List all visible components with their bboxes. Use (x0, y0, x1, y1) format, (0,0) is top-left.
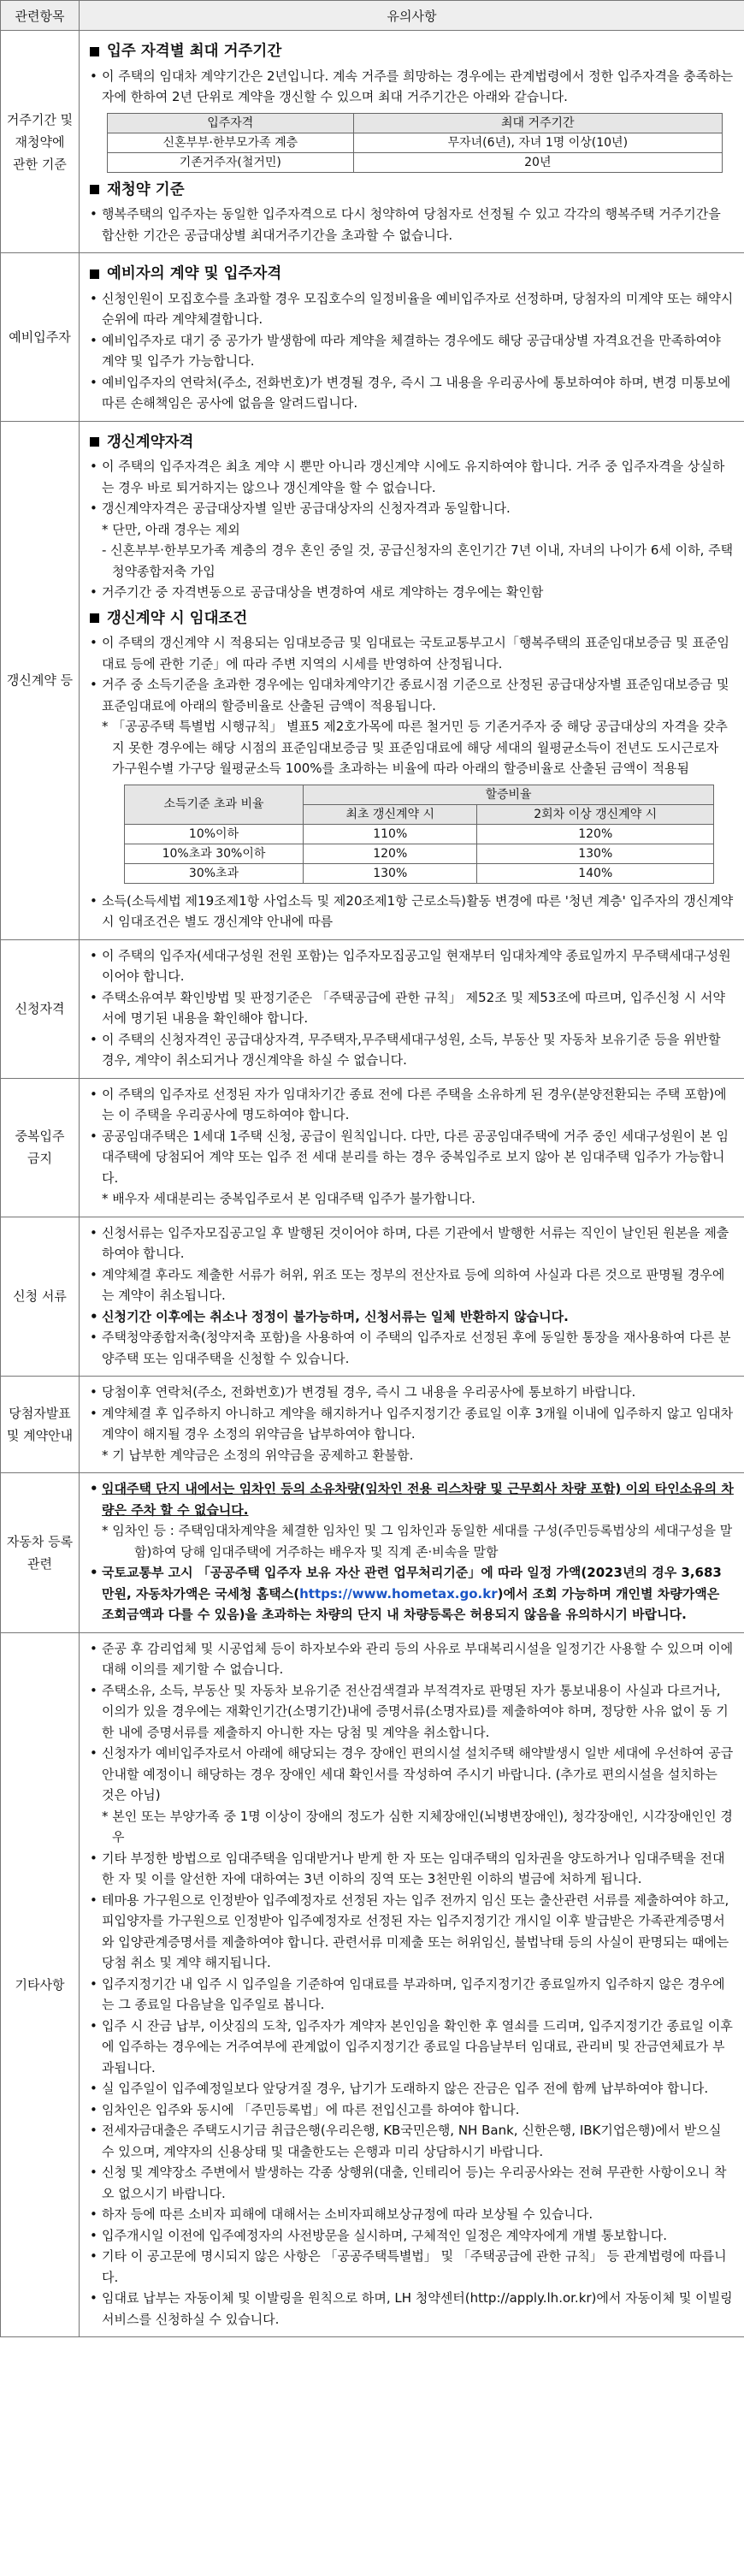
bullet: • 전세자금대출은 주택도시기금 취급은행(우리은행, KB국민은행, NH Bank, 신한은행, IBK기업은행)에서 받으실 수 있으며, 계약자의 신용상태 및 대출한도는 은행과 미리 상담하시기 바랍니다. (90, 2120, 734, 2162)
content-residence (80, 31, 744, 253)
bullet: • 이 주택의 입주자로 선정된 자가 임대차기간 종료 전에 다른 주택을 소유하게 된 경우(분양전환되는 주택 포함)에는 이 주택을 우리공사에 명도하여야 합니다. (90, 1084, 734, 1126)
row-reserve (1, 253, 744, 422)
section-title: 입주 자격별 최대 거주기간 (90, 41, 734, 62)
bullet: • 이 주택의 입주자격은 최초 계약 시 뿐만 아니라 갱신계약 시에도 유지하여야 합니다. 거주 중 입주자격을 상실하는 경우 바로 퇴거하지는 않으나 갱신계약을 할 수 없습니다. (90, 456, 734, 498)
bullet-emphasis: • 국토교통부 고시 「공공주택 입주자 보유 자산 관련 업무처리기준」에 따라 일정 가액(2023년의 경우 3,683만원, 자동차가액은 국세청 홈택스(https://www.hometax.go.kr)에서 조회 가능하며 개인별 차량가액은 조회금액과 다를 수 있음)을 초과하는 차량의 단지 내 차량등록은 허용되지 않음을 유의하시기 바랍니다. (90, 1562, 734, 1626)
bullet: • 신청자가 예비입주자로서 아래에 해당되는 경우 장애인 편의시설 설치주택 해약발생시 일반 세대에 우선하여 공급 안내할 예정이니 해당하는 경우 장애인 세대 확인서를 작성하여 주시기 바랍니다. (추가로 편의시설을 설치하는 것은 아님) (90, 1743, 734, 1806)
bullet: • 예비입주자의 연락처(주소, 전화번호)가 변경될 경우, 즉시 그 내용을 우리공사에 통보하여야 하며, 변경 미통보에 따른 손해책임은 공사에 없음을 알려드립니다. (90, 372, 734, 414)
bullet: • 테마용 가구원으로 인정받아 입주예정자로 선정된 자는 입주 전까지 임신 또는 출산관련 서류를 제출하여야 하고, 피입양자를 가구원으로 인정받아 입주예정자로 선정된 자는 입주지정기간 개시일 이후 발급받은 가족관계증명서와 입양관계증명서를 제출하여야 합니다. 관련서류 미제출 또는 허위임신, 불법낙태 등의 사실이 판명되는 때에는 당첨 취소 및 계약 해지됩니다. (90, 1890, 734, 1974)
bullet: • 신청서류는 입주자모집공고일 후 발행된 것이어야 하며, 다른 기관에서 발행한 서류는 직인이 날인된 원본을 제출하여야 합니다. (90, 1223, 734, 1264)
square-bullet-icon (90, 185, 99, 194)
section-title: 예비자의 계약 및 입주자격 (90, 264, 734, 285)
content-duplicate (80, 1078, 744, 1217)
square-bullet-icon (90, 613, 99, 623)
note: * 본인 또는 부양가족 중 1명 이상이 장애의 정도가 심한 지체장애인(뇌병변장애인), 청각장애인, 시각장애인인 경우 (102, 1808, 733, 1845)
section-title: 갱신계약자격 (90, 432, 734, 453)
header-category: 관련항목 (1, 1, 80, 31)
bullet: • 임차인은 입주와 동시에 「주민등록법」에 따른 전입신고를 하여야 합니다. (90, 2099, 734, 2121)
bullet: • 입주 시 잔금 납부, 이삿짐의 도착, 입주자가 계약자 본인임을 확인한 후 열쇠를 드리며, 입주지정기간 종료일 이후에 입주하는 경우에는 거주여부에 관계없이 입주지정기간 종료일 다음날부터 임대료, 관리비 및 잔금연체료가 부과됩니다. (90, 2016, 734, 2079)
row-renewal (1, 421, 744, 939)
row-duplicate (1, 1078, 744, 1217)
bullet: • 신청인원이 모집호수를 초과할 경우 모집호수의 일정비율을 예비입주자로 선정하며, 당첨자의 미계약 또는 해약시 순위에 따라 계약체결합니다. (90, 288, 734, 330)
bullet: • 입주개시일 이전에 입주예정자의 사전방문을 실시하며, 구체적인 일정은 계약자에게 개별 통보합니다. (90, 2225, 734, 2247)
note: - 신혼부부·한부모가족 계층의 경우 혼인 중일 것, 공급신청자의 혼인기간 7년 이내, 자녀의 나이가 6세 이하, 주택청약종합저축 가입 (102, 542, 734, 579)
bullet: • 공공임대주택은 1세대 1주택 신청, 공급이 원칙입니다. 다만, 다른 공공임대주택에 거주 중인 세대구성원이 본 임대주택에 당첨되어 계약 또는 입주 전 세대 분리를 하는 경우 중복입주로 보지 않아 본 임대주택 입주가 가능합니다. (90, 1126, 734, 1189)
bullet: • 실 입주일이 입주예정일보다 앞당겨질 경우, 납기가 도래하지 않은 잔금은 입주 전에 함께 납부하여야 합니다. (90, 2078, 734, 2099)
bullet: • 예비입주자로 대기 중 공가가 발생함에 따라 계약을 체결하는 경우에도 해당 공급대상별 자격요건을 만족하여야 계약 및 입주가 가능합니다. (90, 330, 734, 372)
bullet: • 이 주택의 신청자격인 공급대상자격, 무주택자,무주택세대구성원, 소득, 부동산 및 자동차 보유기준 등을 위반할 경우, 계약이 취소되거나 갱신계약을 하실 수 없습니다. (90, 1029, 734, 1071)
bullet: • 거주 중 소득기준을 초과한 경우에는 임대차계약기간 종료시점 기준으로 산정된 공급대상자별 표준임대보증금 및 표준임대료에 아래의 할증비율로 산출된 금액이 적용됩니다. (90, 674, 734, 716)
bullet: • 계약체결 후라도 제출한 서류가 허위, 위조 또는 정부의 전산자료 등에 의하여 사실과 다른 것으로 판명될 경우에는 계약이 취소됩니다. (90, 1264, 734, 1306)
note: * 임차인 등 : 주택임대차계약을 체결한 임차인 및 그 임차인과 동일한 세대를 구성(주민등록법상의 세대구성을 말함)하여 당해 임대주택에 거주하는 배우자 및 직계 존·비속을 말함 (102, 1523, 733, 1560)
bullet: • 신청 및 계약장소 주변에서 발생하는 각종 상행위(대출, 인테리어 등)는 우리공사와는 전혀 무관한 사항이오니 착오 없으시기 바랍니다. (90, 2162, 734, 2204)
bullet: • 입주지정기간 내 입주 시 입주일을 기준하여 임대료를 부과하며, 입주지정기간 종료일까지 입주하지 않은 경우에는 그 종료일 다음날을 입주일로 봅니다. (90, 1974, 734, 2016)
bullet: • 갱신계약자격은 공급대상자별 일반 공급대상자의 신청자격과 동일합니다. (90, 498, 734, 519)
section-title: 재청약 기준 (90, 180, 734, 201)
square-bullet-icon (90, 437, 99, 447)
row-eligibility (1, 939, 744, 1078)
hometax-link[interactable]: https://www.hometax.go.kr (299, 1585, 498, 1602)
bullet: • 거주기간 중 자격변동으로 공급대상을 변경하여 새로 계약하는 경우에는 확인함 (90, 582, 734, 603)
bullet: • 준공 후 감리업체 및 시공업체 등이 하자보수와 관리 등의 사유로 부대복리시설을 일정기간 사용할 수 있으며 이에 대해 이의를 제기할 수 없습니다. (90, 1638, 734, 1680)
row-vehicle (1, 1473, 744, 1633)
bullet: • 주택소유, 소득, 부동산 및 자동차 보유기준 전산검색결과 부적격자로 판명된 자가 통보내용이 사실과 다르거나, 이의가 있을 경우에는 재확인기간(소명기간)내에 증명서류(소명자료)를 제출하여야 하며, 정당한 사유 없이 동 기한 내에 증명서류를 제출하지 아니한 자는 당첨 및 계약을 취소합니다. (90, 1680, 734, 1744)
note: * 기 납부한 계약금은 소정의 위약금을 공제하고 환불함. (102, 1447, 414, 1463)
bullet: • 주택소유여부 확인방법 및 판정기준은 「주택공급에 관한 규칙」 제52조 및 제53조에 따르며, 입주신청 시 서약서에 명기된 내용을 확인해야 합니다. (90, 987, 734, 1029)
content-other (80, 1632, 744, 2337)
category-eligibility: 신청자격 (1, 939, 80, 1078)
square-bullet-icon (90, 47, 99, 56)
row-notice (1, 1377, 744, 1473)
bullet: • 기타 부정한 방법으로 임대주택을 임대받거나 받게 한 자 또는 임대주택의 임차권을 양도하거나 임대주택을 전대한 자 및 이를 알선한 자에 대하여는 3년 이하의 징역 또는 3천만원 이하의 벌금에 처하게 됩니다. (90, 1848, 734, 1890)
note: * 배우자 세대분리는 중복입주로서 본 임대주택 입주가 불가합니다. (102, 1191, 475, 1206)
bullet: • 이 주택의 갱신계약 시 적용되는 임대보증금 및 임대료는 국토교통부고시「행복주택의 표준임대보증금 및 표준임대료 등에 관한 기준」에 따라 주변 지역의 시세를 반영하여 산정됩니다. (90, 632, 734, 674)
content-notice (80, 1377, 744, 1473)
bullet: • 행복주택의 입주자는 동일한 입주자격으로 다시 청약하여 당첨자로 선정될 수 있고 각각의 행복주택 거주기간을 합산한 기간은 공급대상별 최대거주기간을 초과할 수 없습니다. (90, 204, 734, 246)
category-other: 기타사항 (1, 1632, 80, 2337)
content-renewal (80, 421, 744, 939)
bullet: • 당첨이후 연락처(주소, 전화번호)가 변경될 경우, 즉시 그 내용을 우리공사에 통보하기 바랍니다. (90, 1382, 734, 1403)
header-row (1, 1, 744, 31)
bullet-emphasis: • 임대주택 단지 내에서는 임차인 등의 소유차량(임차인 전용 리스차량 및 근무회사 차량 포함) 이외 타인소유의 차량은 주차 할 수 없습니다. (90, 1478, 734, 1520)
category-renewal: 갱신계약 등 (1, 421, 80, 939)
bullet: • 주택청약종합저축(청약저축 포함)을 사용하여 이 주택의 입주자로 선정된 후에 동일한 통장을 재사용하여 다른 분양주택 또는 임대주택을 신청할 수 있습니다. (90, 1327, 734, 1369)
content-eligibility (80, 939, 744, 1078)
category-documents: 신청 서류 (1, 1217, 80, 1377)
bullet: • 하자 등에 따른 소비자 피해에 대해서는 소비자피해보상규정에 따라 보상될 수 있습니다. (90, 2204, 734, 2225)
content-vehicle (80, 1473, 744, 1633)
header-notes: 유의사항 (80, 1, 744, 31)
bullet: • 이 주택의 임대차 계약기간은 2년입니다. 계속 거주를 희망하는 경우에는 관계법령에서 정한 입주자격을 충족하는 자에 한하여 2년 단위로 계약을 갱신할 수 있으며 최대 거주기간은 아래와 같습니다. (90, 66, 734, 108)
category-residence: 거주기간 및 재청약에 관한 기준 (1, 31, 80, 253)
surcharge-table: 소득기준 초과 비율 할증비율 최초 갱신계약 시 2회차 이상 갱신계약 시 10%이하 110% 120% 10%초과 30%이하 120% 130% 30%초과 130% 140% (124, 785, 714, 884)
note: * 「공공주택 특별법 시행규칙」 별표5 제2호가목에 따른 철거민 등 기존거주자 중 해당 공급대상의 자격을 갖추지 못한 경우에는 해당 시점의 표준임대보증금 및 표준임대료에 해당 세대의 월평균소득이 전년도 도시근로자 가구원수별 가구당 월평균소득 100%를 초과하는 비율에 따라 아래의 할증비율로 산출된 금액이 적용됨 (102, 719, 728, 776)
note: * 단만, 아래 경우는 제외 (102, 521, 240, 537)
residence-period-table: 입주자격 최대 거주기간 신혼부부·한부모가족 계층 무자녀(6년), 자녀 1명 이상(10년) 기존거주자(철거민) 20년 (107, 113, 723, 173)
section-title: 갱신계약 시 임대조건 (90, 608, 734, 630)
bullet: • 임대료 납부는 자동이체 및 이발링을 원칙으로 하며, LH 청약센터(http://apply.lh.or.kr)에서 자동이체 및 이빌링 서비스를 신청하실 수 있습니다. (90, 2288, 734, 2330)
row-other (1, 1632, 744, 2337)
category-notice: 당첨자발표 및 계약안내 (1, 1377, 80, 1473)
row-residence (1, 31, 744, 253)
category-reserve: 예비입주자 (1, 253, 80, 422)
bullet: • 계약체결 후 입주하지 아니하고 계약을 해지하거나 입주지정기간 종료일 이후 3개월 이내에 입주하지 않고 임대차계약이 해지될 경우 소정의 위약금을 납부하여야 합니다. (90, 1403, 734, 1445)
category-duplicate: 중복입주 금지 (1, 1078, 80, 1217)
square-bullet-icon (90, 269, 99, 279)
bullet: • 기타 이 공고문에 명시되지 않은 사항은 「공공주택특별법」 및 「주택공급에 관한 규칙」 등 관계법령에 따릅니다. (90, 2246, 734, 2288)
content-documents (80, 1217, 744, 1377)
category-vehicle: 자동차 등록 관련 (1, 1473, 80, 1633)
content-reserve (80, 253, 744, 422)
bullet-emphasis: • 신청기간 이후에는 취소나 정정이 불가능하며, 신청서류는 일체 반환하지 않습니다. (90, 1306, 734, 1328)
bullet: • 소득(소득세법 제19조제1항 사업소득 및 제20조제1항 근로소득)활동 변경에 따른 '청년 계층' 입주자의 갱신계약시 임대조건은 별도 갱신계약 안내에 따름 (90, 891, 734, 933)
bullet: • 이 주택의 입주자(세대구성원 전원 포함)는 입주자모집공고일 현재부터 임대차계약 종료일까지 무주택세대구성원이어야 합니다. (90, 945, 734, 987)
row-documents (1, 1217, 744, 1377)
